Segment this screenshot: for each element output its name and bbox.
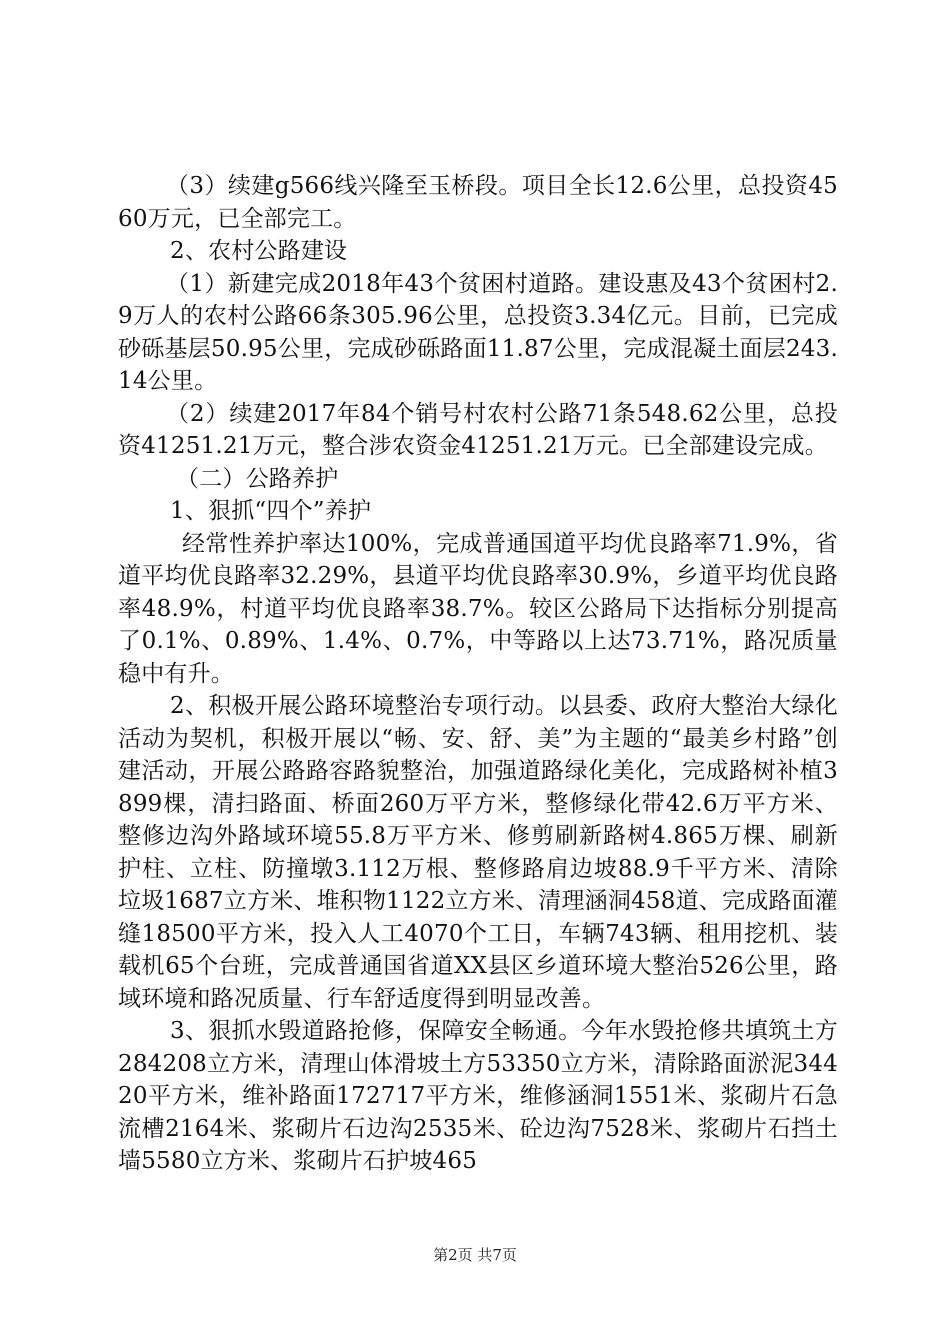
paragraph-maintenance-rates: 经常性养护率达100%，完成普通国道平均优良路率71.9%，省道平均优良路率32.29%，县道平均优良路率30.9%，乡道平均优良路率48.9%，村道平均优良路率38.7%。较区公路局下达指标分别提高了0.1%、0.89%、1.4%、0.7%，中等路以上达73.71%，路况质量稳中有升。 [118,530,838,687]
paragraph-project-g566: （3）续建g566线兴隆至玉桥段。项目全长12.6公里，总投资4560万元，已全部完工。 [118,173,838,232]
page-footer: 第2页 共7页 [433,1246,517,1264]
section-heading-road-maintenance: （二）公路养护 [176,465,339,492]
paragraph-84-villages: （2）续建2017年84个销号村农村公路71条548.62公里，总投资41251.21万元，整合涉农资金41251.21万元。已全部建设完成。 [118,400,838,459]
paragraph-poor-village-roads: （1）新建完成2018年43个贫困村道路。建设惠及43个贫困村2.9万人的农村公路66条305.96公里，总投资3.34亿元。目前，已完成砂砾基层50.95公里，完成砂砾路面11.87公里，完成混凝土面层243.14公里。 [118,270,838,394]
paragraph-environment-campaign: 2、积极开展公路环境整治专项行动。以县委、政府大整治大绿化活动为契机，积极开展以“畅、安、舒、美”为主题的“最美乡村路”创建活动，开展公路路容路貌整治，加强道路绿化美化，完成路树补植3899棵，清扫路面、桥面260万平方米，整修绿化带42.6万平方米、整修边沟外路域环境55.8万平方米、修剪刷新路树4.865万棵、刷新护柱、立柱、防撞墩3.112万根、整修路肩边坡88.9千平方米、清除垃圾1687立方米、堆积物1122立方米、清理涵洞458道、完成路面灌缝18500平方米，投入人工4070个工日，车辆743辆、租用挖机、装载机65个台班，完成普通国省道XX县区乡道环境大整治526公里，路域环境和路况质量、行车舒适度得到明显改善。 [118,693,838,1012]
section-heading-rural-roads: 2、农村公路建设 [170,238,348,264]
paragraph-flood-repair: 3、狠抓水毁道路抢修，保障安全畅通。今年水毁抢修共填筑土方284208立方米，清理山体滑坡土方53350立方米，清除路面淤泥34420平方米，维补路面172717平方米，维修涵洞1551米、浆砌片石急流槽2164米、浆砌片石边沟2535米、砼边沟7528米、浆砌片石挡土墙5580立方米、浆砌片石护坡465 [118,1018,838,1174]
subheading-four-maintenance: 1、狠抓“四个”养护 [170,498,372,524]
document-body [118,170,838,1178]
